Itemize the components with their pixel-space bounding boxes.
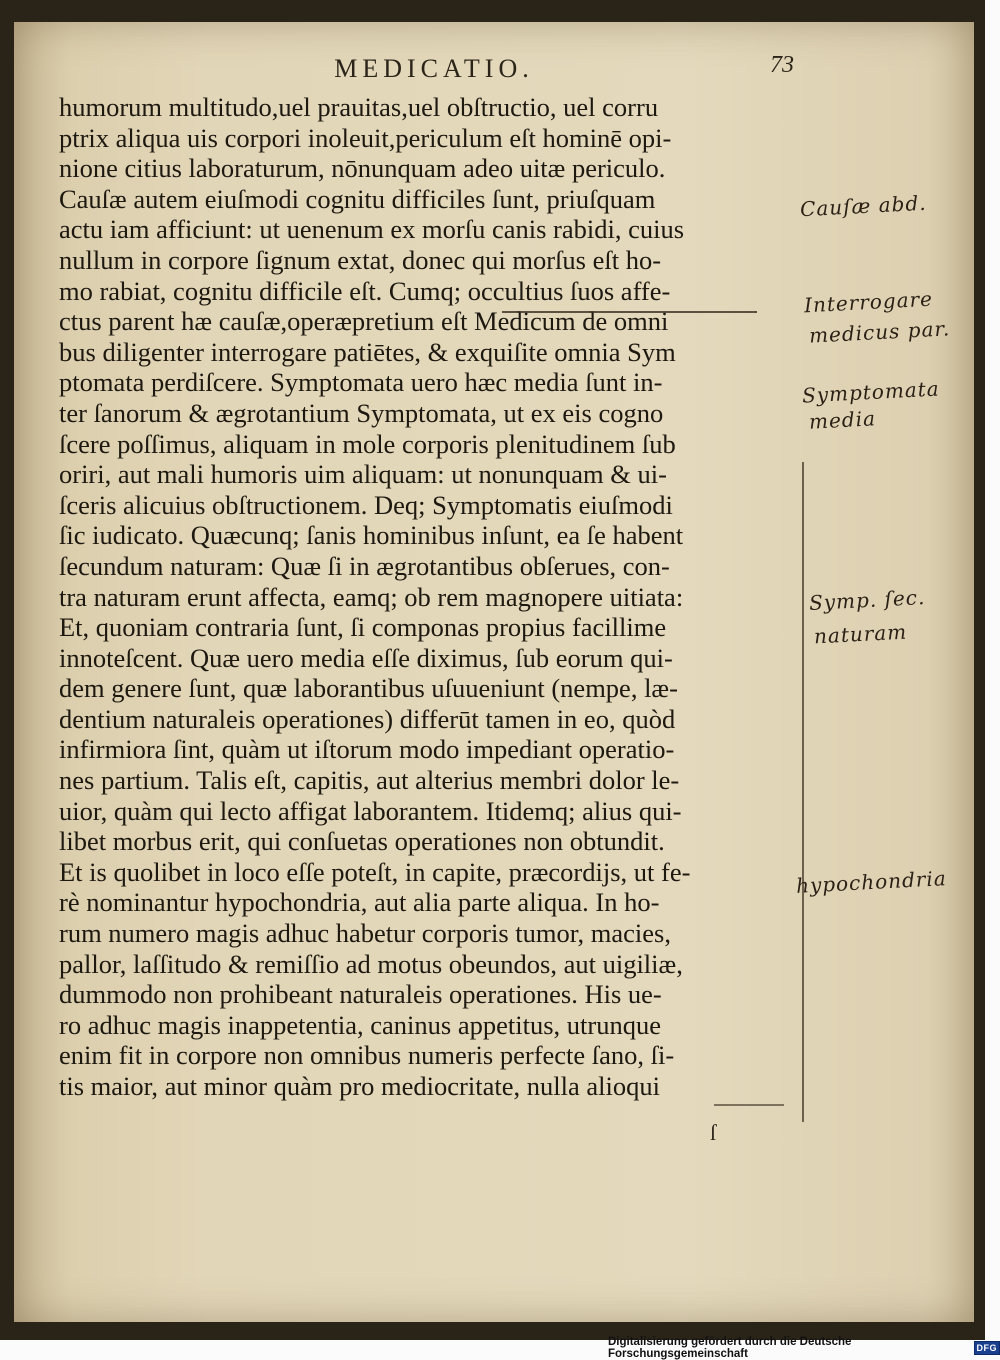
page-number: 73 [770, 52, 794, 79]
ink-underline [714, 1104, 784, 1106]
text-line: oriri, aut mali humoris uim aliquam: ut nonunquam & ui- [59, 459, 799, 490]
text-line: pallor, laſſitudo & remiſſio ad motus obeundos, aut uigiliæ, [59, 949, 799, 980]
text-line: libet morbus erit, qui conſuetas operationes non obtundit. [59, 826, 799, 857]
text-line: Et, quoniam contraria ſunt, ſi componas propius facillime [59, 612, 799, 643]
text-line: ro adhuc magis inappetentia, caninus appetitus, utrunque [59, 1010, 799, 1041]
text-line: actu iam afficiunt: ut uenenum ex morſu canis rabidi, cuius [59, 214, 799, 245]
text-line: ſic iudicato. Quæcunq; ſanis hominibus inſunt, ea ſe habent [59, 520, 799, 551]
text-line: Et is quolibet in loco eſſe poteſt, in capite, præcordijs, ut fe- [59, 857, 799, 888]
text-line: innoteſcent. Quæ uero media eſſe diximus, ſub eorum qui- [59, 643, 799, 674]
ink-margin-bracket [796, 462, 804, 1122]
text-line: tra naturam erunt affecta, eamq; ob rem magnopere uitiata: [59, 582, 799, 613]
margin-note: Symp. ſec. [808, 585, 925, 615]
text-line: Cauſæ autem eiuſmodi cognitu difficiles ſunt, priuſquam [59, 184, 799, 215]
margin-note: Interrogare [803, 287, 933, 318]
book-page [14, 22, 974, 1322]
text-line: nione citius laboraturum, nōnunquam adeo uitæ periculo. [59, 153, 799, 184]
margin-note: Cauſæ abd. [799, 191, 927, 222]
running-head: MEDICATIO. [314, 54, 554, 84]
text-line: rum numero magis adhuc habetur corporis tumor, macies, [59, 918, 799, 949]
text-line: ctus parent hæ cauſæ,operæpretium eſt Medicum de omni [59, 306, 799, 337]
catchword: ſ [710, 1120, 716, 1146]
text-line: tis maior, aut minor quàm pro mediocritate, nulla alioqui [59, 1071, 799, 1102]
margin-note: medicus par. [808, 316, 950, 347]
text-line: mo rabiat, cognitu difficile eſt. Cumq; occultius ſuos affe- [59, 276, 799, 307]
margin-note: media [808, 406, 876, 433]
text-line: infirmiora ſint, quàm ut iſtorum modo impediant operatio- [59, 734, 799, 765]
text-line: ſecundum naturam: Quæ ſi in ægrotantibus obſerues, con- [59, 551, 799, 582]
main-text [59, 92, 799, 1102]
text-line: ſceris alicuius obſtructionem. Deq; Symptomatis eiuſmodi [59, 490, 799, 521]
text-line: nullum in corpore ſignum extat, donec qui morſus eſt ho- [59, 245, 799, 276]
dfg-logo-icon: DFG [974, 1341, 1000, 1355]
text-line: dummodo non prohibeant naturaleis operationes. His ue- [59, 979, 799, 1010]
text-line: dentium naturaleis operationes) differūt tamen in eo, quòd [59, 704, 799, 735]
text-line: rè nominantur hypochondria, aut alia parte aliqua. In ho- [59, 887, 799, 918]
text-line: ptrix aliqua uis corpori inoleuit,periculum eſt hominē opi- [59, 123, 799, 154]
text-line: ptomata perdiſcere. Symptomata uero hæc media ſunt in- [59, 367, 799, 398]
text-line: humorum multitudo,uel prauitas,uel obſtructio, uel corru [59, 92, 799, 123]
text-line: ter ſanorum & ægrotantium Symptomata, ut ex eis cogno [59, 398, 799, 429]
text-line: nes partium. Talis eſt, capitis, aut alterius membri dolor le- [59, 765, 799, 796]
digitization-credit [608, 1338, 1000, 1357]
text-line: ſcere poſſimus, aliquam in mole corporis plenitudinem ſub [59, 429, 799, 460]
margin-note: hypochondria [795, 866, 947, 898]
text-line: bus diligenter interrogare patiētes, & exquiſite omnia Sym [59, 337, 799, 368]
text-line: uior, quàm qui lecto affigat laborantem. Itidemq; alius qui- [59, 796, 799, 827]
ink-underline [502, 311, 757, 313]
text-line: enim fit in corpore non omnibus numeris perfecte ſano, ſi- [59, 1040, 799, 1071]
margin-note: naturam [813, 620, 907, 649]
text-line: dem genere ſunt, quæ laborantibus uſuueniunt (nempe, læ- [59, 673, 799, 704]
margin-note: Symptomata [801, 376, 940, 407]
credit-text: Digitalisierung gefördert durch die Deutsche Forschungsgemeinschaft [608, 1336, 970, 1360]
